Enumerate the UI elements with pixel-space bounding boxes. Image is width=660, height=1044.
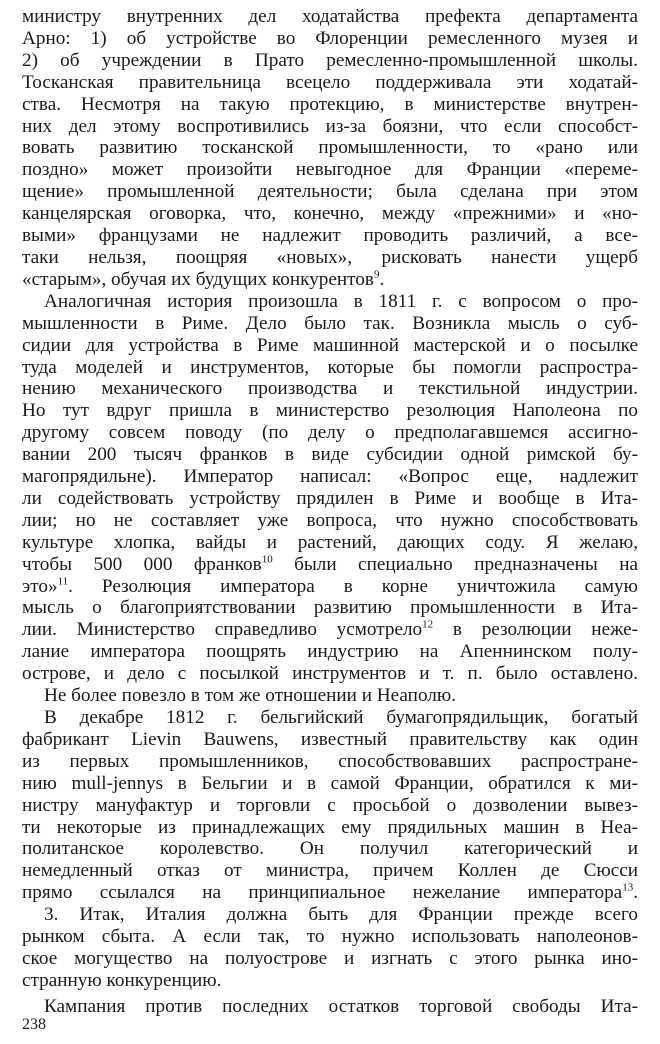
- page-number: 238: [22, 1016, 46, 1033]
- text-line: острове, и дело с посылкой инструментов и т. п. было оставлено.: [22, 663, 638, 685]
- text-line: мышленности в Риме. Дело было так. Возникла мысль о суб-: [22, 312, 638, 334]
- text-line: щение» промышленной деятельности; была сделана при этом: [22, 181, 638, 203]
- text-line: магопрядильне). Император написал: «Вопрос еще, надлежит: [22, 466, 638, 488]
- text-line: вании 200 тысяч франков в виде субсидии одной римской бу-: [22, 444, 638, 466]
- page-body: [22, 6, 638, 1018]
- text-line: другому совсем поводу (по делу о предполагавшемся ассигно-: [22, 422, 638, 444]
- footnote-ref[interactable]: 10: [261, 553, 273, 566]
- text-line: [22, 269, 638, 291]
- text-fragment: это»: [22, 575, 58, 597]
- text-line: ства. Несмотря на такую протекцию, в министерстве внутрен-: [22, 93, 638, 115]
- text-fragment: . Резолюция императора в корне уничтожила самую: [68, 575, 638, 597]
- text-line: вовать развитию тосканской промышленности, то «рано или: [22, 137, 638, 159]
- text-line: из первых промышленников, способствовавших распростране-: [22, 750, 638, 772]
- text-fragment: .: [633, 882, 638, 904]
- text-line: поздно» может произойти невыгодное для Франции «переме-: [22, 159, 638, 181]
- paragraph-5: [22, 904, 638, 970]
- paragraph-1-end: [22, 269, 638, 291]
- text-line: ли содействовать устройству прядилен в Риме и вообще в Ита-: [22, 487, 638, 509]
- text-line: [22, 576, 638, 598]
- text-fragment: в резолюции неже-: [433, 619, 638, 641]
- text-line: [22, 882, 638, 904]
- text-fragment: были специально предназначены на: [272, 553, 639, 575]
- footnote-ref[interactable]: 12: [422, 618, 434, 631]
- text-line: Кампания против последних остатков торговой свободы Ита-: [44, 995, 638, 1017]
- text-line: них дел этому воспротивились из-за боязни, что если способст-: [22, 115, 638, 137]
- text-fragment: чтобы 500 000 франков: [22, 553, 262, 575]
- paragraph-4: [22, 707, 638, 904]
- text-fragment: прямо ссылался на принципиальное нежелание императора: [22, 882, 623, 904]
- text-line: Арно: 1) об устройстве во Флоренции ремесленного музея и: [22, 27, 638, 49]
- text-fragment: лии. Министерство справедливо усмотрело: [22, 619, 423, 641]
- text-line: туда моделей и инструментов, которые бы помогли распростра-: [22, 356, 638, 378]
- text-line: 3. Итак, Италия должна быть для Франции прежде всего: [44, 904, 638, 926]
- paragraph-6: [22, 996, 638, 1018]
- text-line: лание императора поощрять индустрию на Апеннинском полу-: [22, 641, 638, 663]
- text-line: министру внутренних дел ходатайства префекта департамента: [22, 6, 638, 27]
- text-line: фабрикант Lievin Bauwens, известный правительству как один: [22, 728, 638, 750]
- text-line: выми» французами не надлежит проводить различий, а все-: [22, 225, 638, 247]
- text-line: нению механического производства и текстильной индустрии.: [22, 378, 638, 400]
- text-line: политанское королевство. Он получил категорический и: [22, 838, 638, 860]
- text-line: Тосканская правительница всецело поддерживала эти ходатай-: [22, 71, 638, 93]
- text-line: ти некоторые из принадлежащих ему прядильных машин в Неа-: [22, 816, 638, 838]
- paragraph-1: [22, 6, 638, 269]
- text-line: ское могущество на полуострове и изгнать с этого рынка ино-: [22, 947, 638, 969]
- paragraph-5-end: [22, 970, 638, 992]
- text-line: немедленный отказ от министра, причем Коллен де Сюсси: [22, 860, 638, 882]
- text-line: Не более повезло в том же отношении и Неаполю.: [44, 685, 456, 707]
- text-line: нию mull-jennys в Бельгии и в самой Франции, обратился к ми-: [22, 772, 638, 794]
- footnote-ref[interactable]: 9: [373, 268, 380, 281]
- paragraph-2: [22, 291, 638, 685]
- text-line: [22, 554, 638, 576]
- text-line: лии; но не составляет уже вопроса, что нужно способствовать: [22, 509, 638, 531]
- text-line: В декабре 1812 г. бельгийский бумагопрядильщик, богатый: [44, 707, 638, 728]
- text-fragment: .: [379, 268, 385, 290]
- text-line: 2) об учреждении в Прато ремесленно-промышленной школы.: [22, 49, 638, 71]
- text-line: странную конкуренцию.: [22, 969, 222, 991]
- paragraph-3: [22, 685, 638, 707]
- text-line: сидии для устройства в Риме машинной мастерской и о посылке: [22, 334, 638, 356]
- text-line: [22, 619, 638, 641]
- text-line: культуре хлопка, вайды и растений, дающих соду. Я желаю,: [22, 531, 638, 553]
- text-line: мысль о благоприятствовании развитию промышленности в Ита-: [22, 597, 638, 619]
- text-fragment: «старым», обучая их будущих конкурентов: [22, 268, 374, 290]
- footnote-ref[interactable]: 13: [622, 881, 634, 894]
- text-line: канцелярская оговорка, что, конечно, между «прежними» и «но-: [22, 203, 638, 225]
- text-line: рынком сбыта. А если так, то нужно использовать наполеонов-: [22, 926, 638, 948]
- footnote-ref[interactable]: 11: [57, 575, 69, 588]
- text-line: Но тут вдруг пришла в министерство резолюция Наполеона по: [22, 400, 638, 422]
- text-line: нистру мануфактур и торговли с просьбой о дозволении вывез-: [22, 794, 638, 816]
- text-line: таки нельзя, поощряя «новых», рисковать нанести ущерб: [22, 246, 638, 268]
- text-line: Аналогичная история произошла в 1811 г. с вопросом о про-: [44, 290, 638, 312]
